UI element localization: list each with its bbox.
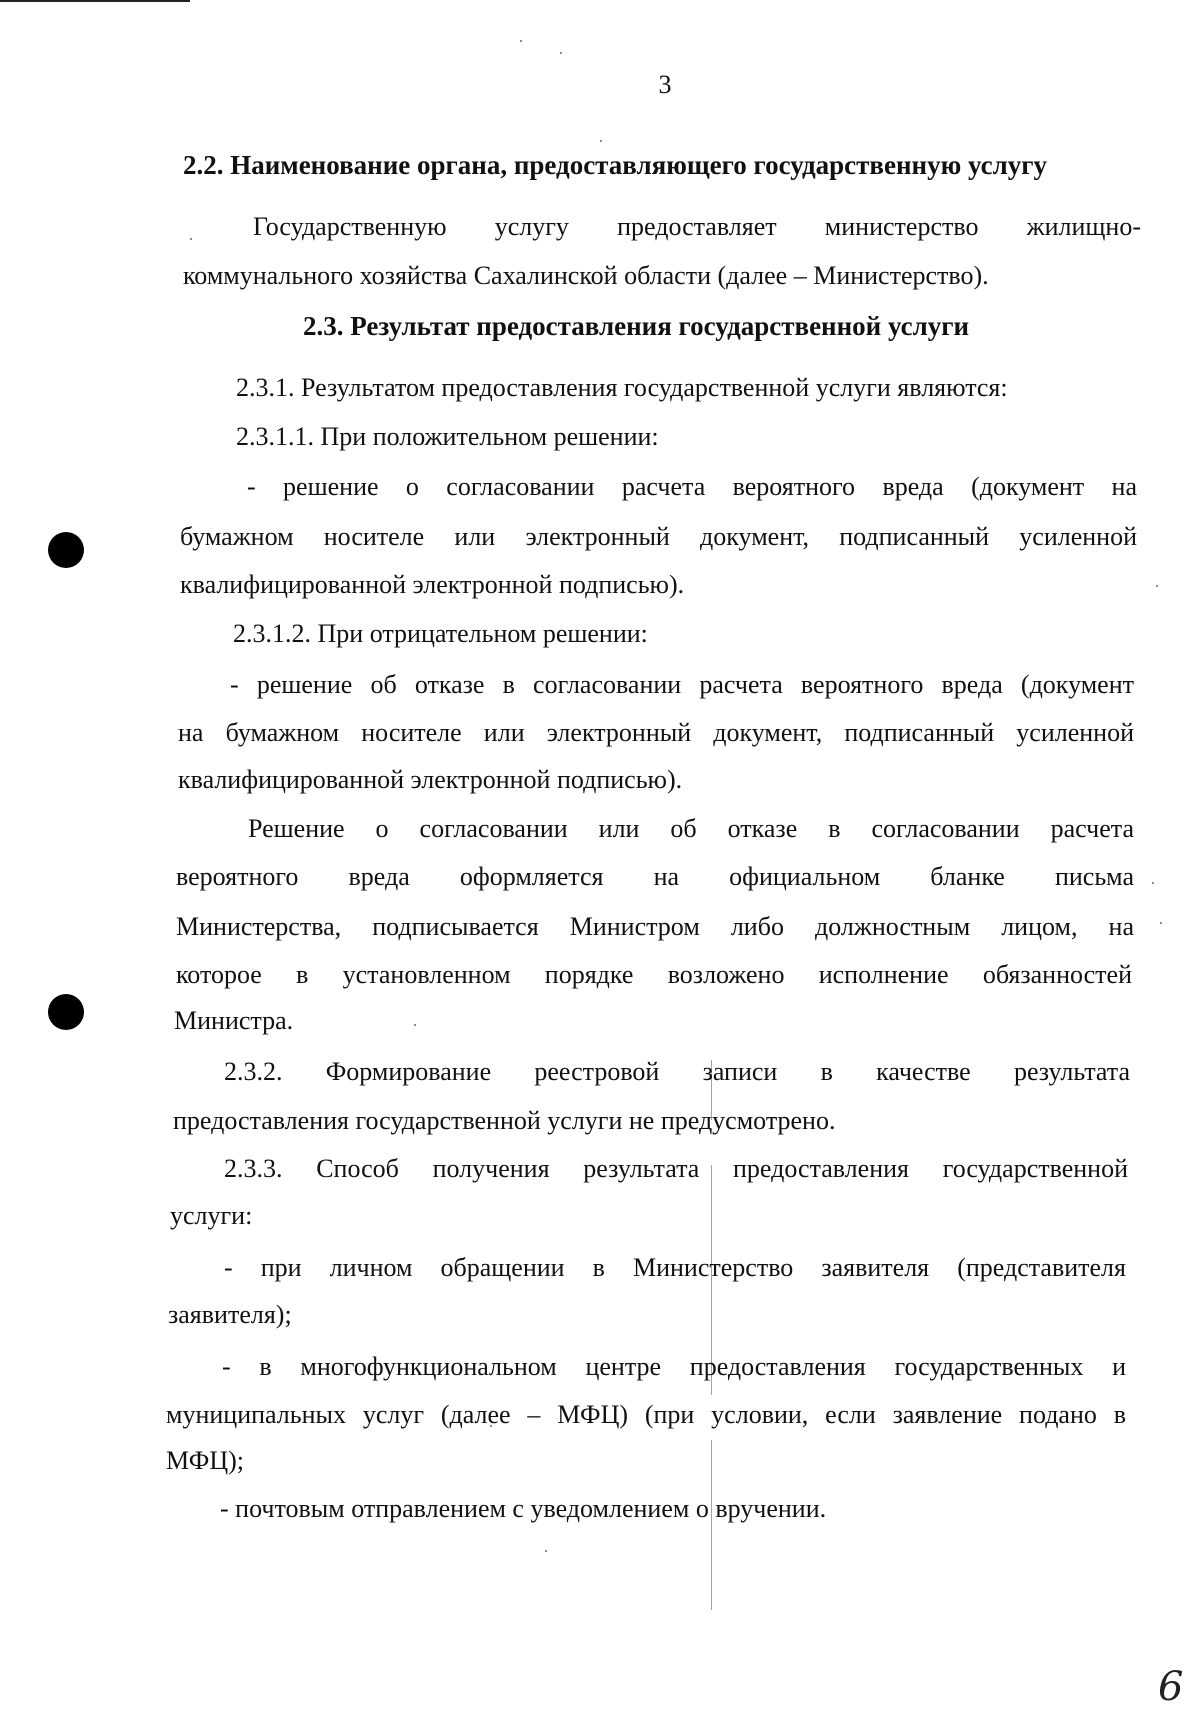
decision-paragraph-line: которое в установленном порядке возложено исполнение обязанностей xyxy=(176,960,1132,989)
clause-2-3-1: 2.3.1. Результатом предоставления государственной услуги являются: xyxy=(236,373,1008,402)
positive-decision-line: квалифицированной электронной подписью). xyxy=(180,570,685,599)
clause-2-3-1-2: 2.3.1.2. При отрицательном решении: xyxy=(233,619,648,648)
clause-2-3-2-line: 2.3.2. Формирование реестровой записи в качестве результата xyxy=(224,1057,1130,1086)
positive-decision-line: - решение о согласовании расчета вероятного вреда (документ на xyxy=(247,472,1137,501)
negative-decision-line: - решение об отказе в согласовании расчета вероятного вреда (документ xyxy=(230,670,1134,699)
decision-paragraph-line: вероятного вреда оформляется на официальном бланке письма xyxy=(176,862,1134,891)
scan-speck xyxy=(1152,882,1154,884)
method-mfc-line: муниципальных услуг (далее – МФЦ) (при условии, если заявление подано в xyxy=(166,1400,1126,1429)
scan-speck xyxy=(560,52,562,54)
scan-top-rule xyxy=(0,0,190,2)
positive-decision-line: бумажном носителе или электронный документ, подписанный усиленной xyxy=(180,522,1137,551)
clause-2-3-1-1: 2.3.1.1. При положительном решении: xyxy=(236,422,659,451)
method-mfc-line: МФЦ); xyxy=(166,1446,244,1475)
handwritten-corner-mark: 6 xyxy=(1158,1664,1184,1710)
section-2-3-title: 2.3. Результат предоставления государственной услуги xyxy=(303,311,970,341)
punch-hole-lower xyxy=(48,994,84,1030)
scan-speck xyxy=(545,1550,547,1552)
decision-paragraph-line: Министра. xyxy=(174,1006,294,1035)
section-2-2-text-line: коммунального хозяйства Сахалинской области (далее – Министерство). xyxy=(183,261,989,290)
decision-paragraph-line: Министерства, подписывается Министром либо должностным лицом, на xyxy=(176,912,1134,941)
section-2-2-text-line: Государственную услугу предоставляет министерство жилищно- xyxy=(253,212,1141,241)
scan-speck xyxy=(190,238,192,240)
method-mail-line: - почтовым отправлением с уведомлением о вручении. xyxy=(220,1494,827,1523)
scan-speck xyxy=(600,140,602,142)
decision-paragraph-line: Решение о согласовании или об отказе в согласовании расчета xyxy=(248,814,1134,843)
page-number: 3 xyxy=(658,70,672,99)
clause-2-3-2-line: предоставления государственной услуги не предусмотрено. xyxy=(173,1106,836,1135)
clause-2-3-3-line: услуги: xyxy=(170,1201,253,1230)
scan-speck xyxy=(1160,922,1162,924)
punch-hole-upper xyxy=(48,532,84,568)
method-personal-line: заявителя); xyxy=(168,1300,292,1329)
section-2-2-title: 2.2. Наименование органа, предоставляющего государственную услугу xyxy=(183,150,1048,180)
negative-decision-line: квалифицированной электронной подписью). xyxy=(178,765,683,794)
method-mfc-line: - в многофункциональном центре предоставления государственных и xyxy=(222,1352,1126,1381)
negative-decision-line: на бумажном носителе или электронный документ, подписанный усиленной xyxy=(178,718,1134,747)
method-personal-line: - при личном обращении в Министерство заявителя (представителя xyxy=(224,1253,1126,1282)
scan-speck xyxy=(520,40,522,42)
clause-2-3-3-line: 2.3.3. Способ получения результата предоставления государственной xyxy=(224,1154,1128,1183)
